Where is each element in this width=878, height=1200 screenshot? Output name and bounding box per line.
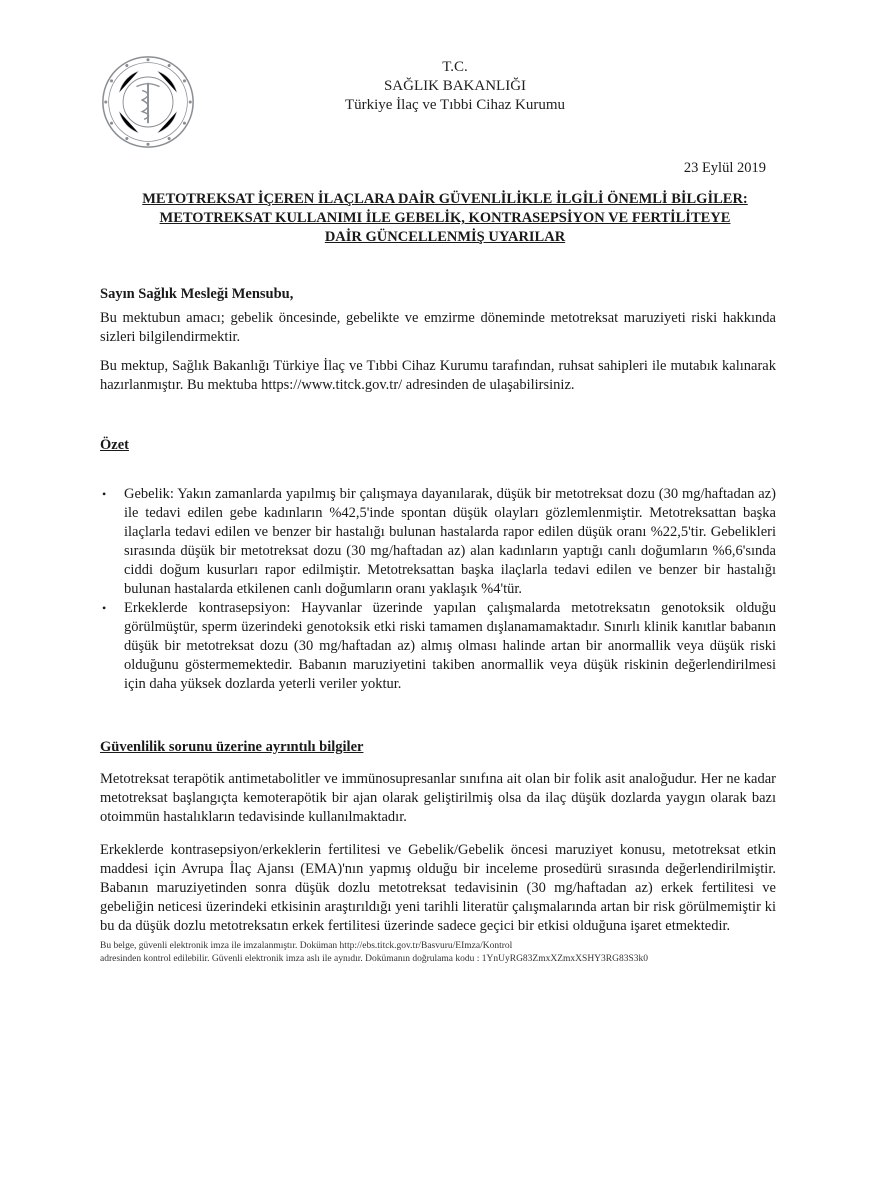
- footer-line-1: Bu belge, güvenli elektronik imza ile imzalanmıştır. Doküman http://ebs.titck.gov.tr/Basvuru/EImza/Kontrol: [100, 941, 513, 951]
- ministry-of-health-seal-icon: [100, 54, 196, 150]
- bullet-icon: •: [102, 487, 107, 501]
- intro-paragraph-1: Bu mektubun amacı; gebelik öncesinde, gebelikte ve emzirme döneminde metotreksat maruziyeti riski hakkında sizleri bilgilendirmektir.: [100, 310, 776, 345]
- details-paragraph-2: Erkeklerde kontrasepsiyon/erkeklerin fertilitesi ve Gebelik/Gebelik öncesi maruziyet konusu, metotreksat etkin maddesi için Avrupa İlaç Ajansı (EMA)'nın yapmış olduğu bir inceleme prosedürü sırasında değerlendirilmiştir. Babanın maruziyetinden sonra düşük dozlu metotreksat tedavisinin (30 mg/haftadan az) erkek fertilitesi ve gebeliğin neticesi üzerindeki etkisinin araştırıldığı yeni tarihli literatür çalışmalarında artan bir risk görülmemiştir ki bu da düşük dozlu metotreksatın erkek fertilitesi üzerinde sadece geçici bir etkisi olduğuna işaret etmektedir.: [100, 842, 776, 934]
- institution-header: [280, 58, 630, 115]
- salutation: Sayın Sağlık Mesleği Mensubu,: [100, 286, 294, 302]
- bullet-text-pregnancy: Gebelik: Yakın zamanlarda yapılmış bir çalışmaya dayanılarak, düşük bir metotreksat dozu (30 mg/haftadan az) ile tedavi edilen gebe kadınların %42,5'inde spontan düşük olayları gözlemlenmiştir. Metotreksattan başka ilaçlarla tedavi edilen ve benzer bir hastalığı bulunan hastalarda rapor edilen düşük oranı %22,5'tir. Gebelikleri sırasında düşük bir metotreksat dozu (30 mg/haftadan az) alan kadınların yaptığı canlı doğumların %6,6'sında ciddi doğum kusurları rapor edilmiştir. Metotreksattan başka ilaçlarla tedavi edilen ve benzer bir hastalığı bulunan hastalarda etkilenen canlı doğumların oranı yaklaşık %4'tür.: [124, 486, 776, 597]
- details-heading: Güvenlilik sorunu üzerine ayrıntılı bilgiler: [100, 739, 364, 755]
- title-line-2: METOTREKSAT KULLANIMI İLE GEBELİK, KONTRASEPSİYON VE FERTİLİTEYE: [159, 210, 731, 226]
- intro-paragraph-2: Bu mektup, Sağlık Bakanlığı Türkiye İlaç ve Tıbbi Cihaz Kurumu tarafından, ruhsat sahipleri ile mutabık kalınarak hazırlanmıştır. Bu mektuba https://www.titck.gov.tr/ adresinden de ulaşabilirsiniz.: [100, 358, 776, 393]
- bullet-icon: •: [102, 601, 107, 615]
- summary-heading: Özet: [100, 437, 129, 453]
- details-paragraph-1: Metotreksat terapötik antimetabolitler ve immünosupresanlar sınıfına ait olan bir folik asit analoğudur. Her ne kadar metotreksat başlangıçta kemoterapötik bir ajan olarak geliştirilmiş olsa da ilaç düşük dozlarda yaygın olarak bazı otoimmün hastalıkların tedavisinde kullanılmaktadır.: [100, 771, 776, 825]
- footer-line-2: adresinden kontrol edilebilir. Güvenli elektronik imza aslı ile aynıdır. Dokümanın doğrulama kodu : 1YnUyRG83ZmxXZmxXSHY3RG83S3k0: [100, 954, 649, 964]
- letter-date: 23 Eylül 2019: [683, 160, 766, 176]
- list-item: [100, 485, 776, 599]
- bullet-text-contraception: Erkeklerde kontrasepsiyon: Hayvanlar üzerinde yapılan çalışmalarda metotreksatın genotoksik olduğu görülmüştür, sperm üzerindeki genotoksik etki riski tamamen dışlanamamaktadır. Sınırlı klinik kanıtlar babanın düşük bir metotreksat dozu (30 mg/haftadan az) almış olması halinde artan bir anormallik veya düşük riski olduğunu göstermemektedir. Babanın maruziyetini takiben anormallik veya düşük riskinin değerlendirilmesi için daha yüksek dozlarda yeterli veriler yoktur.: [124, 600, 776, 692]
- header-line-agency: Türkiye İlaç ve Tıbbi Cihaz Kurumu: [344, 97, 566, 113]
- title-line-3: DAİR GÜNCELLENMİŞ UYARILAR: [324, 229, 566, 245]
- e-signature-footer: [100, 940, 790, 966]
- summary-bullet-list: [100, 485, 776, 694]
- title-line-1: METOTREKSAT İÇEREN İLAÇLARA DAİR GÜVENLİLİKLE İLGİLİ ÖNEMLİ BİLGİLER:: [142, 191, 748, 207]
- header-line-tc: T.C.: [442, 59, 468, 75]
- letter-title: [100, 190, 790, 247]
- header-line-ministry: SAĞLIK BAKANLIĞI: [383, 78, 527, 94]
- list-item: [100, 599, 776, 694]
